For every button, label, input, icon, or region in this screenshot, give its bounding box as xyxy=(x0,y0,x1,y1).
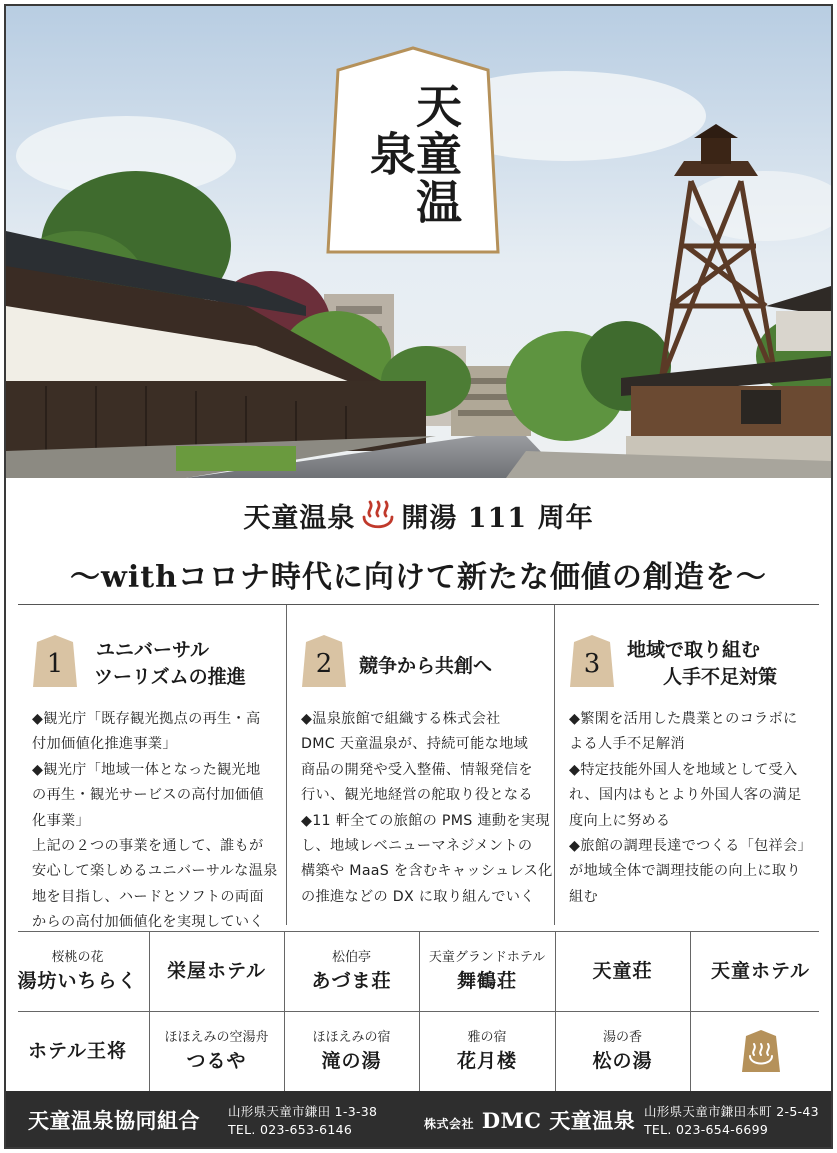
ryokan-name: 湯坊いちらく xyxy=(17,970,138,992)
body-line: ◆観光庁「地域一体となった観光地 xyxy=(32,761,261,778)
body-line: 構築や MaaS を含むキャッシュレス化 xyxy=(301,863,553,880)
subtitle-headline: 〜withコロナ時代に向けて新たな価値の創造を〜 xyxy=(70,560,767,595)
body-line: ◆温泉旅館で組織する株式会社 xyxy=(301,711,501,727)
initiative-title xyxy=(359,653,546,680)
org2-tel: TEL. 023-654-6699 xyxy=(644,1122,769,1137)
shogi-koma-onsen-logo-icon xyxy=(741,1028,781,1074)
ryokan-subtitle: 松伯亭 xyxy=(331,950,371,965)
body-line: の再生・観光サービスの高付加価値 xyxy=(32,787,264,804)
ryokan-subtitle: 桜桃の花 xyxy=(51,950,104,965)
body-line: が地域全体で調理技能の向上に取り xyxy=(569,863,801,880)
ryokan-logo-cell xyxy=(690,1011,831,1091)
ryokan-subtitle: ほほえみの宿 xyxy=(312,1030,391,1045)
title-line: 競争から共創へ xyxy=(359,655,493,677)
ryokan-item xyxy=(555,1011,690,1091)
org2-name-block xyxy=(424,1105,635,1135)
grid-divider xyxy=(419,931,420,1091)
ryokan-name: あづま荘 xyxy=(311,970,392,992)
ryokan-name: 栄屋ホテル xyxy=(166,960,267,982)
ryokan-name: 松の湯 xyxy=(592,1050,653,1072)
body-line: 上記の２つの事業を通して、誰もが xyxy=(32,838,264,855)
body-line: ◆旅館の調理長達でつくる「包祥会」 xyxy=(569,838,813,855)
body-line: 地を目指し、ハードとソフトの両面 xyxy=(32,888,264,905)
ryokan-item xyxy=(419,1011,555,1091)
footer xyxy=(6,1091,831,1149)
ryokan-name: 天童荘 xyxy=(592,960,653,982)
ryokan-item xyxy=(284,931,419,1011)
ryokan-subtitle: ほほえみの空湯舟 xyxy=(164,1030,269,1045)
ryokan-item xyxy=(6,1011,149,1091)
initiative-body xyxy=(569,707,811,910)
body-line: の推進などの DX に取り組んでいく xyxy=(301,888,535,905)
ryokan-subtitle: 天童グランドホテル xyxy=(428,950,546,965)
badge-number: 3 xyxy=(583,649,601,679)
org1-tel: TEL. 023-653-6146 xyxy=(228,1122,353,1137)
body-line: 行い、観光地経営の舵取り役となる xyxy=(301,787,533,804)
body-line: ◆観光庁「既存観光拠点の再生・高 xyxy=(32,711,261,727)
body-line: ◆繁閑を活用した農業とのコラボに xyxy=(569,711,798,727)
body-line: 化事業」 xyxy=(32,812,90,829)
org2-name: DMC 天童温泉 xyxy=(481,1108,636,1133)
initiative-title xyxy=(90,637,278,690)
org1-address: 山形県天童市鎌田 1-3-38 xyxy=(228,1104,378,1119)
badge-number: 2 xyxy=(315,649,333,679)
initiative-2 xyxy=(286,605,554,925)
org2-address: 山形県天童市鎌田本町 2-5-43 xyxy=(644,1104,819,1119)
number-badge xyxy=(301,633,347,689)
initiative-1 xyxy=(18,605,286,931)
initiative-body xyxy=(301,707,553,910)
ryokan-name: 花月楼 xyxy=(456,1050,517,1072)
grid-divider xyxy=(555,931,556,1091)
anniversary-headline xyxy=(6,496,831,535)
title-plate xyxy=(324,44,502,256)
ryokan-name: 舞鶴荘 xyxy=(456,970,517,992)
grid-divider xyxy=(18,931,819,932)
body-line: し、地域レベニューマネジメントの xyxy=(301,838,533,855)
body-line: ◆特定技能外国人を地域として受入 xyxy=(569,761,798,778)
ryokan-item xyxy=(149,1011,284,1091)
title-line: ユニバーサル xyxy=(96,639,210,661)
ryokan-item xyxy=(284,1011,419,1091)
body-line: からの高付加価値化を実現していく xyxy=(32,914,264,931)
headline-right: 開湯 111 周年 xyxy=(401,503,594,534)
ryokan-name: ホテル王将 xyxy=(27,1040,128,1062)
ryokan-item xyxy=(6,931,149,1011)
ryokan-subtitle: 湯の香 xyxy=(602,1030,642,1045)
ryokan-item xyxy=(419,931,555,1011)
poster xyxy=(4,4,833,1149)
grid-divider xyxy=(149,931,150,1091)
title-line: 人手不足対策 xyxy=(663,665,778,688)
body-line: 商品の開発や受入整備、情報発信を xyxy=(301,761,533,778)
ryokan-name: つるや xyxy=(186,1050,247,1072)
ryokan-name: 天童ホテル xyxy=(710,960,811,982)
ryokan-subtitle: 雅の宿 xyxy=(467,1030,507,1045)
body-line: 付加価値化推進事業」 xyxy=(32,736,177,753)
grid-divider xyxy=(284,931,285,1091)
body-line: 組む xyxy=(569,888,598,905)
body-line: DMC 天童温泉が、持続可能な地域 xyxy=(301,736,529,753)
body-line: 度向上に努める xyxy=(569,812,671,829)
body-line: 安心して楽しめるユニバーサルな温泉 xyxy=(32,863,278,880)
hero-photo xyxy=(6,6,831,478)
ryokan-name: 滝の湯 xyxy=(321,1050,382,1072)
title-line: ツーリズムの推進 xyxy=(94,665,246,688)
ryokan-item xyxy=(555,931,690,1011)
initiatives-section xyxy=(18,604,819,931)
initiative-body xyxy=(32,707,278,936)
ryokan-item xyxy=(149,931,284,1011)
number-badge xyxy=(569,633,615,689)
badge-number: 1 xyxy=(46,649,64,679)
headline-left: 天童温泉 xyxy=(243,503,356,534)
initiative-3 xyxy=(554,605,819,925)
ryokan-item xyxy=(690,931,831,1011)
org2-prefix: 株式会社 xyxy=(424,1117,475,1131)
initiative-title xyxy=(627,637,811,690)
grid-divider xyxy=(690,931,691,1091)
org1-name: 天童温泉協同組合 xyxy=(28,1108,200,1133)
ryokan-list xyxy=(6,931,831,1091)
number-badge xyxy=(32,633,78,689)
hero-title: 天童温泉 xyxy=(363,82,463,226)
hot-spring-icon xyxy=(361,500,395,530)
body-line: ◆11 軒全ての旅館の PMS 連動を実現 xyxy=(301,812,550,829)
body-line: よる人手不足解消 xyxy=(569,736,685,753)
body-line: れ、国内はもとより外国人客の満足 xyxy=(569,787,802,804)
title-line: 地域で取り組む xyxy=(627,639,761,661)
